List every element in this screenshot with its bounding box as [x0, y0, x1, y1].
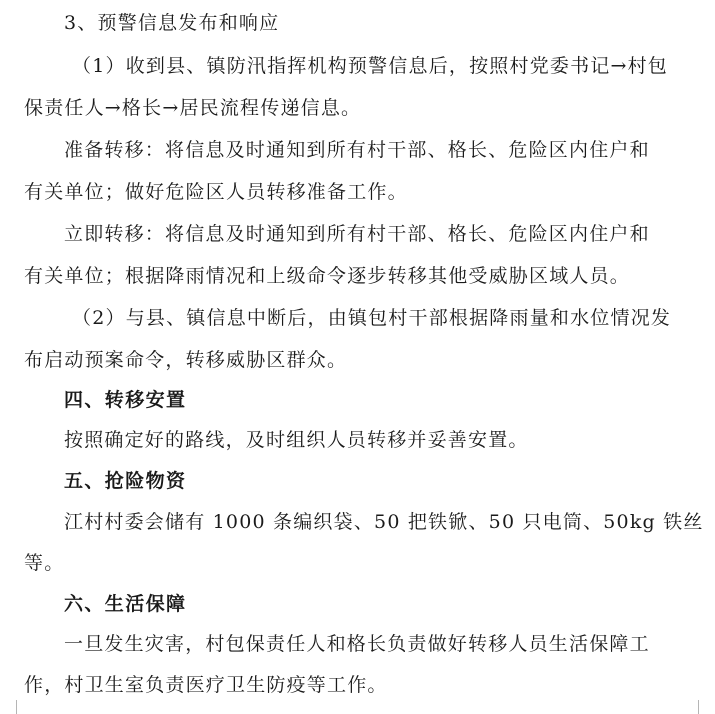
page-margin-corner-mark: [2, 700, 17, 714]
section-heading-relocation: 四、转移安置: [64, 389, 187, 411]
section-heading-supplies: 五、抢险物资: [64, 470, 187, 492]
section-heading-living-support: 六、生活保障: [64, 593, 187, 615]
paragraph-line: 保责任人→格长→居民流程传递信息。: [24, 97, 362, 119]
paragraph-line: 有关单位；根据降雨情况和上级命令逐步转移其他受威胁区域人员。: [24, 265, 631, 287]
page-margin-corner-mark: [698, 700, 713, 714]
paragraph-line: 按照确定好的路线，及时组织人员转移并妥善安置。: [64, 429, 529, 451]
paragraph-line: （1）收到县、镇防汛指挥机构预警信息后，按照村党委书记→村包: [72, 55, 669, 77]
paragraph-line: 有关单位；做好危险区人员转移准备工作。: [24, 181, 408, 203]
paragraph-line: 准备转移：将信息及时通知到所有村干部、格长、危险区内住户和: [64, 139, 650, 161]
paragraph-line: 江村村委会储有 1000 条编织袋、50 把铁锨、50 只电筒、50kg 铁丝: [64, 511, 704, 533]
paragraph-line: 一旦发生灾害，村包保责任人和格长负责做好转移人员生活保障工: [64, 633, 650, 655]
paragraph-line: 作，村卫生室负责医疗卫生防疫等工作。: [24, 674, 388, 696]
paragraph-line: 布启动预案命令，转移威胁区群众。: [24, 349, 348, 371]
paragraph-line: 等。: [24, 552, 65, 574]
paragraph-line: （2）与县、镇信息中断后，由镇包村干部根据降雨量和水位情况发: [72, 307, 672, 329]
subsection-title-warning-release: 3、预警信息发布和响应: [64, 12, 280, 34]
paragraph-line: 立即转移：将信息及时通知到所有村干部、格长、危险区内住户和: [64, 223, 650, 245]
